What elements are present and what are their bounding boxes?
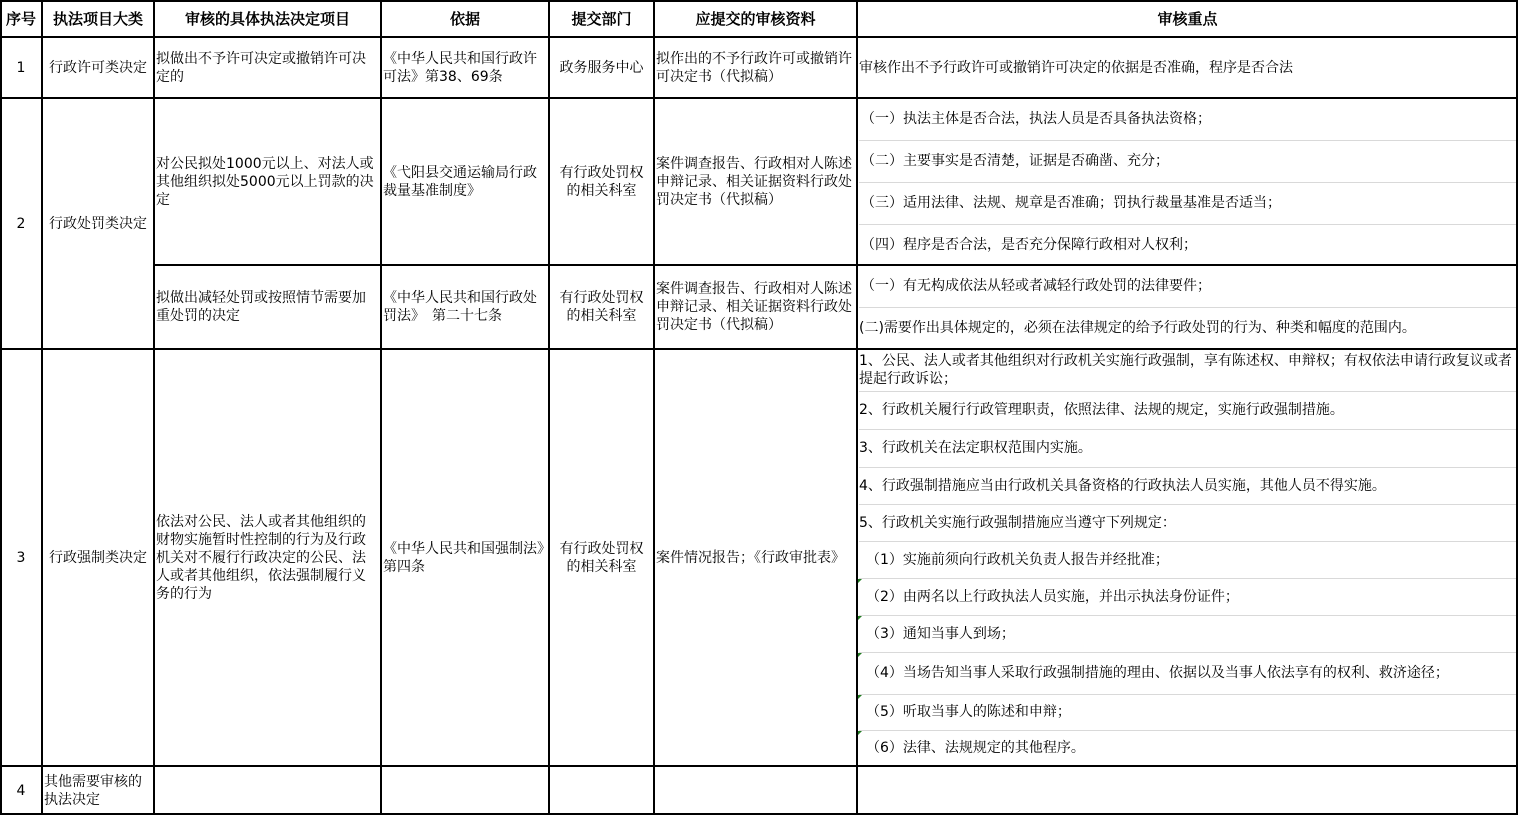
row3-item[interactable]: 依法对公民、法人或者其他组织的财物实施暂时性控制的行为及行政机关对不履行行政决定的公民、法人或者其他组织，依法强制履行义务的行为 bbox=[156, 513, 366, 602]
row4-category[interactable]: 其他需要审核的执法决定 bbox=[44, 773, 142, 808]
row2a-focus-2[interactable]: （二）主要事实是否清楚，证据是否确凿、充分； bbox=[861, 153, 1169, 169]
row2b-dept[interactable]: 有行政处罚权的相关科室 bbox=[559, 290, 644, 324]
row2b-basis[interactable]: 《中华人民共和国行政处罚法》 第二十七条 bbox=[383, 290, 537, 324]
border-h bbox=[153, 264, 1518, 266]
gridline bbox=[859, 182, 1516, 183]
row3-focus-1[interactable]: 1、公民、法人或者其他组织对行政机关实施行政强制，享有陈述权、申辩权；有权依法申请行政复议或者提起行政诉讼； bbox=[859, 353, 1512, 387]
cell-indicator-icon bbox=[858, 731, 862, 735]
row1-dept[interactable]: 政务服务中心 bbox=[559, 59, 644, 76]
row3-basis[interactable]: 《中华人民共和国强制法》第四条 bbox=[383, 540, 544, 575]
cell-indicator-icon bbox=[858, 579, 862, 583]
border-v bbox=[856, 0, 858, 815]
row1-focus[interactable]: 审核作出不予行政许可或撤销许可决定的依据是否准确，程序是否合法 bbox=[859, 59, 1293, 76]
gridline bbox=[859, 429, 1516, 430]
border-v bbox=[41, 0, 43, 815]
row4-seq[interactable]: 4 bbox=[16, 782, 26, 799]
row3-focus-7[interactable]: （2）由两名以上行政执法人员实施，并出示执法身份证件； bbox=[859, 588, 1239, 605]
header-seq[interactable]: 序号 bbox=[5, 9, 36, 28]
gridline bbox=[859, 694, 1516, 695]
border-h bbox=[0, 765, 1518, 767]
row2a-dept[interactable]: 有行政处罚权的相关科室 bbox=[559, 164, 644, 199]
row4-focus[interactable] bbox=[857, 766, 1518, 815]
row2a-focus-1[interactable]: （一）执法主体是否合法，执法人员是否具备执法资格； bbox=[861, 111, 1211, 127]
border-v bbox=[380, 0, 382, 815]
row4-item[interactable] bbox=[154, 766, 381, 815]
gridline bbox=[859, 615, 1516, 616]
row2-category[interactable]: 行政处罚类决定 bbox=[49, 215, 147, 232]
gridline bbox=[859, 391, 1516, 392]
row4-materials[interactable] bbox=[654, 766, 857, 815]
row1-basis[interactable]: 《中华人民共和国行政许可法》第38、69条 bbox=[383, 50, 537, 85]
border-h bbox=[0, 97, 1518, 99]
gridline bbox=[859, 224, 1516, 225]
row1-materials[interactable]: 拟作出的不予行政许可或撤销许可决定书（代拟稿） bbox=[656, 50, 852, 85]
row4-basis[interactable] bbox=[381, 766, 549, 815]
header-dept[interactable]: 提交部门 bbox=[571, 9, 632, 28]
header-basis[interactable]: 依据 bbox=[449, 9, 480, 28]
row3-focus-8[interactable]: （3）通知当事人到场； bbox=[859, 625, 1015, 642]
row4-dept[interactable] bbox=[549, 766, 654, 815]
row3-category[interactable]: 行政强制类决定 bbox=[49, 549, 147, 566]
row2-seq[interactable]: 2 bbox=[16, 215, 26, 232]
header-item[interactable]: 审核的具体执法决定项目 bbox=[184, 9, 350, 28]
gridline bbox=[859, 504, 1516, 505]
row3-focus-3[interactable]: 3、行政机关在法定职权范围内实施。 bbox=[859, 440, 1092, 456]
gridline bbox=[859, 541, 1516, 542]
gridline bbox=[859, 467, 1516, 468]
border-v bbox=[653, 0, 655, 815]
gridline bbox=[859, 730, 1516, 731]
row2a-item[interactable]: 对公民拟处1000元以上、对法人或其他组织拟处5000元以上罚款的决定 bbox=[156, 155, 374, 208]
row3-dept[interactable]: 有行政处罚权的相关科室 bbox=[559, 540, 644, 575]
border-h bbox=[0, 36, 1518, 38]
row2b-focus-1[interactable]: （一）有无构成依法从轻或者减轻行政处罚的法律要件； bbox=[861, 278, 1211, 294]
gridline bbox=[859, 140, 1516, 141]
row1-seq[interactable]: 1 bbox=[16, 59, 26, 76]
border-v bbox=[153, 0, 155, 815]
row3-focus-10[interactable]: （5）听取当事人的陈述和申辩； bbox=[859, 704, 1071, 720]
row1-category[interactable]: 行政许可类决定 bbox=[49, 59, 147, 76]
header-materials[interactable]: 应提交的审核资料 bbox=[695, 9, 816, 28]
row3-seq[interactable]: 3 bbox=[16, 549, 26, 566]
cell-indicator-icon bbox=[858, 653, 862, 657]
cell-indicator-icon bbox=[858, 616, 862, 620]
border-h bbox=[0, 0, 1518, 2]
border-h bbox=[0, 348, 1518, 350]
gridline bbox=[859, 578, 1516, 579]
row2b-item[interactable]: 拟做出减轻处罚或按照情节需要加重处罚的决定 bbox=[156, 290, 366, 324]
row2a-focus-3[interactable]: （三）适用法律、法规、规章是否准确；罚执行裁量基准是否适当； bbox=[861, 195, 1281, 211]
gridline bbox=[859, 307, 1516, 308]
row2b-focus-2[interactable]: (二)需要作出具体规定的，必须在法律规定的给予行政处罚的行为、种类和幅度的范围内。 bbox=[859, 320, 1416, 336]
row2b-materials[interactable]: 案件调查报告、行政相对人陈述申辩记录、相关证据资料行政处罚决定书（代拟稿） bbox=[656, 281, 852, 333]
gridline bbox=[859, 652, 1516, 653]
border-v bbox=[548, 0, 550, 815]
row3-focus-6[interactable]: （1）实施前须向行政机关负责人报告并经批准； bbox=[859, 551, 1169, 568]
row3-focus-11[interactable]: （6）法律、法规规定的其他程序。 bbox=[859, 740, 1085, 756]
row3-focus-9[interactable]: （4）当场告知当事人采取行政强制措施的理由、依据以及当事人依法享有的权利、救济途径； bbox=[859, 665, 1449, 681]
row3-materials[interactable]: 案件情况报告；《行政审批表》 bbox=[656, 549, 845, 566]
row2a-materials[interactable]: 案件调查报告、行政相对人陈述申辩记录、相关证据资料行政处罚决定书（代拟稿） bbox=[656, 155, 852, 208]
row1-item[interactable]: 拟做出不予许可决定或撤销许可决定的 bbox=[156, 50, 366, 85]
border-v bbox=[0, 0, 2, 815]
header-focus[interactable]: 审核重点 bbox=[1157, 9, 1218, 28]
row3-focus-4[interactable]: 4、行政强制措施应当由行政机关具备资格的行政执法人员实施，其他人员不得实施。 bbox=[859, 477, 1386, 494]
row2a-basis[interactable]: 《弋阳县交通运输局行政裁量基准制度》 bbox=[383, 164, 537, 199]
cell-indicator-icon bbox=[858, 695, 862, 699]
row3-focus-2[interactable]: 2、行政机关履行行政管理职责，依照法律、法规的规定，实施行政强制措施。 bbox=[859, 402, 1344, 418]
row3-focus-5[interactable]: 5、行政机关实施行政强制措施应当遵守下列规定： bbox=[859, 514, 1176, 531]
row2a-focus-4[interactable]: （四）程序是否合法，是否充分保障行政相对人权利； bbox=[861, 236, 1197, 253]
header-category[interactable]: 执法项目大类 bbox=[52, 9, 143, 28]
